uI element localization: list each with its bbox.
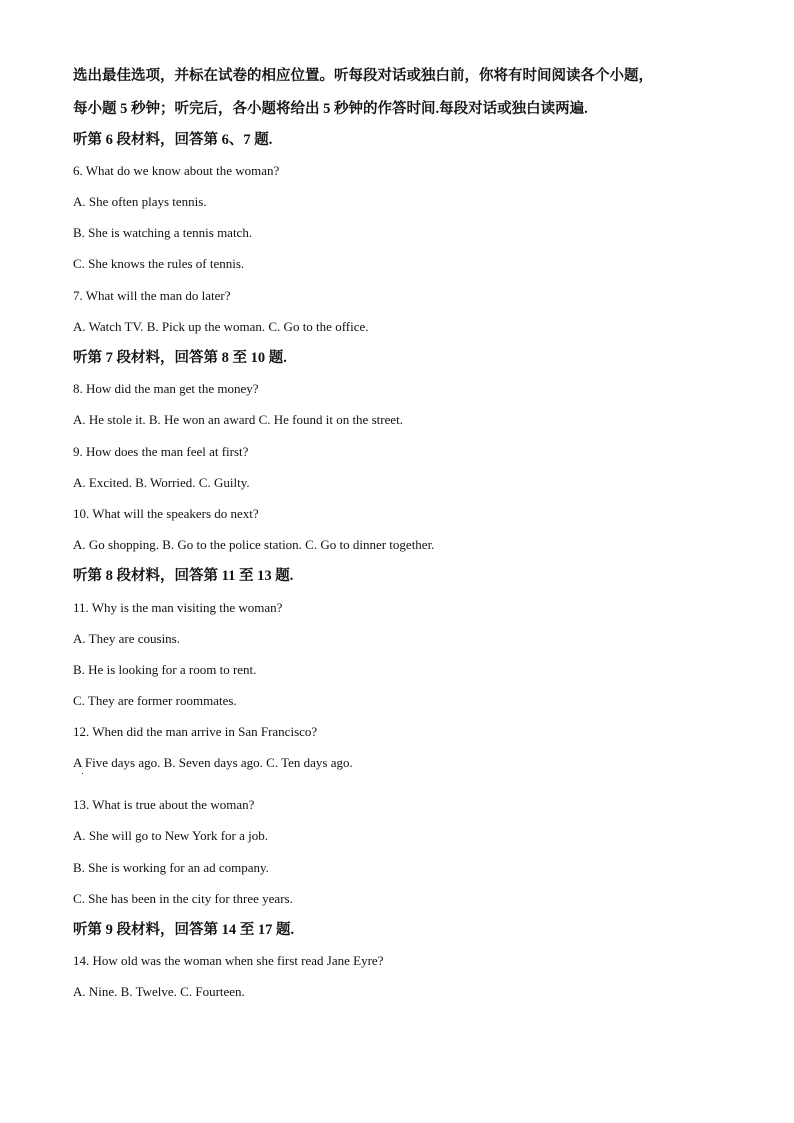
question-text: 10. What will the speakers do next? [73, 506, 259, 521]
section-heading: 听第 7 段材料，回答第 8 至 10 题. [73, 350, 287, 366]
answer-option: A. She will go to New York for a job. [73, 828, 268, 843]
answer-options-row: A Five days ago. B. Seven days ago. C. Ten days ago. [73, 755, 353, 770]
instruction-line-1: 选出最佳选项，并标在试卷的相应位置。听每段对话或独白前，你将有时间阅读各个小题， [73, 68, 653, 84]
answer-option: C. They are former roommates. [73, 693, 237, 708]
answer-option: C. She knows the rules of tennis. [73, 256, 245, 271]
question-text: 6. What do we know about the woman? [73, 163, 280, 178]
answer-options-row: A. Watch TV. B. Pick up the woman. C. Go to the office. [73, 319, 369, 334]
answer-option: A. They are cousins. [73, 631, 180, 646]
section-heading: 听第 8 段材料，回答第 11 至 13 题. [73, 568, 294, 584]
answer-option: B. She is watching a tennis match. [73, 225, 253, 240]
question-text: 13. What is true about the woman? [73, 797, 255, 812]
answer-option: A. She often plays tennis. [73, 194, 207, 209]
answer-option: B. She is working for an ad company. [73, 860, 269, 875]
question-text: 7. What will the man do later? [73, 288, 231, 303]
question-text: 14. How old was the woman when she first read Jane Eyre? [73, 953, 384, 968]
section-heading: 听第 9 段材料，回答第 14 至 17 题. [73, 922, 295, 938]
section-heading: 听第 6 段材料，回答第 6、7 题. [73, 132, 273, 148]
answer-options-row: A. Nine. B. Twelve. C. Fourteen. [73, 984, 245, 999]
question-text: 9. How does the man feel at first? [73, 444, 249, 459]
answer-option: B. He is looking for a room to rent. [73, 662, 257, 677]
question-text: 12. When did the man arrive in San Francisco? [73, 724, 318, 739]
answer-options-row: A. Go shopping. B. Go to the police station. C. Go to dinner together. [73, 537, 435, 552]
question-text: 11. Why is the man visiting the woman? [73, 600, 283, 615]
instruction-line-2: 每小题 5 秒钟；听完后，各小题将给出 5 秒钟的作答时间.每段对话或独白读两遍. [73, 101, 588, 117]
answer-options-row: A. Excited. B. Worried. C. Guilty. [73, 475, 250, 490]
stray-mark [82, 773, 83, 774]
answer-options-row: A. He stole it. B. He won an award C. He found it on the street. [73, 412, 403, 427]
question-text: 8. How did the man get the money? [73, 381, 259, 396]
answer-option: C. She has been in the city for three years. [73, 891, 293, 906]
